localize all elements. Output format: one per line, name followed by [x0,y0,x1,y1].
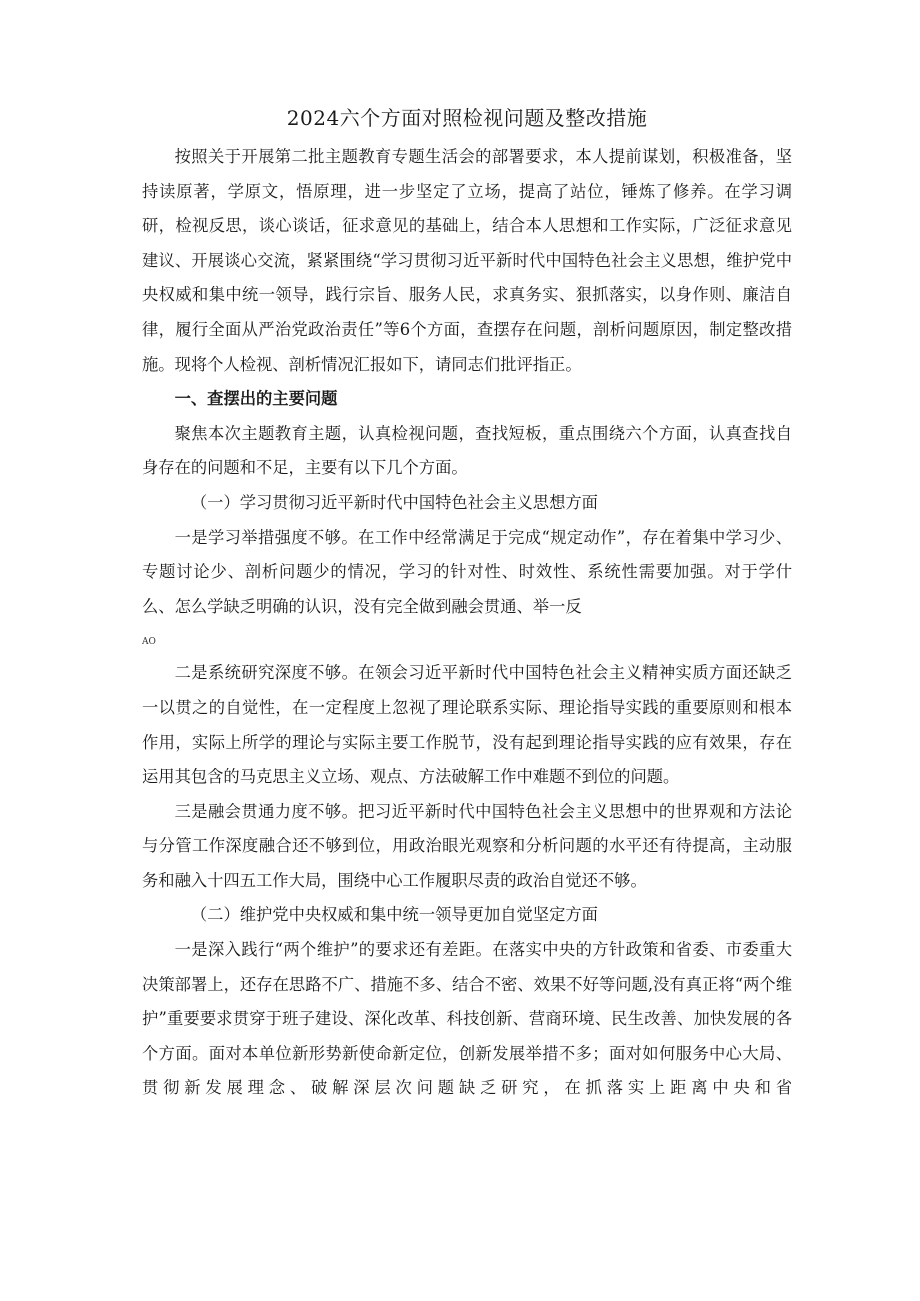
intro-paragraph: 按照关于开展第二批主题教育专题生活会的部署要求，本人提前谋划，积极准备，坚持读原著，学原文，悟原理，进一步坚定了立场，提高了站位，锤炼了修养。在学习调研，检视反思，谈心谈话，征求意见的基础上，结合本人思想和工作实际，广泛征求意见建议、开展谈心交流，紧紧围绕“学习贯彻习近平新时代中国特色社会主义思想，维护党中央权威和集中统一领导，践行宗旨、服务人民，求真务实、狠抓落实，以身作则、廉洁自律，履行全面从严治党政治责任”等6个方面，查摆存在问题，剖析问题原因，制定整改措施。现将个人检视、剖析情况汇报如下，请同志们批评指正。 [142,147,792,374]
stray-mark: AO [142,637,156,648]
subsection-heading-authority: （二）维护党中央权威和集中统一领导更加自觉坚定方面 [190,905,598,925]
study-paragraph-3: 三是融会贯通力度不够。把习近平新时代中国特色社会主义思想中的世界观和方法论与分管工作深度融合还不够到位，用政治眼光观察和分析问题的水平还有待提高，主动服务和融入十四五工作大局，围绕中心工作履职尽责的政治自觉还不够。 [142,801,792,890]
study-paragraph-2: 二是系统研究深度不够。在领会习近平新时代中国特色社会主义精神实质方面还缺乏一以贯之的自觉性，在一定程度上忽视了理论联系实际、理论指导实践的重要原则和根本作用，实际上所学的理论与实际主要工作脱节，没有起到理论指导实践的应有效果，存在运用其包含的马克思主义立场、观点、方法破解工作中难题不到位的问题。 [142,663,792,787]
document-title: 2024六个方面对照检视问题及整改措施 [286,106,648,130]
section-intro-paragraph: 聚焦本次主题教育主题，认真检视问题，查找短板，重点围绕六个方面，认真查找自身存在的问题和不足，主要有以下几个方面。 [142,423,792,478]
document-page [142,100,792,1106]
section-heading-problems: 一、查摆出的主要问题 [174,389,338,409]
study-paragraph-1: 一是学习举措强度不够。在工作中经常满足于完成“规定动作”，存在着集中学习少、专题讨论少、剖析问题少的情况，学习的针对性、时效性、系统性需要加强。对于学什么、怎么学缺乏明确的认识，没有完全做到融会贯通、举一反 [142,527,792,616]
subsection-heading-study: （一）学习贯彻习近平新时代中国特色社会主义思想方面 [190,492,598,512]
authority-paragraph-1: 一是深入践行“两个维护”的要求还有差距。在落实中央的方针政策和省委、市委重大决策部署上，还存在思路不广、措施不多、结合不密、效果不好等问题,没有真正将“两个维护”重要要求贯穿于班子建设、深化改革、科技创新、营商环境、民生改善、加快发展的各个方面。面对本单位新形势新使命新定位，创新发展举措不多；面对如何服务中心大局、贯彻新发展理念、破解深层次问题缺乏研究，在抓落实上距离中央和省 [142,940,792,1098]
